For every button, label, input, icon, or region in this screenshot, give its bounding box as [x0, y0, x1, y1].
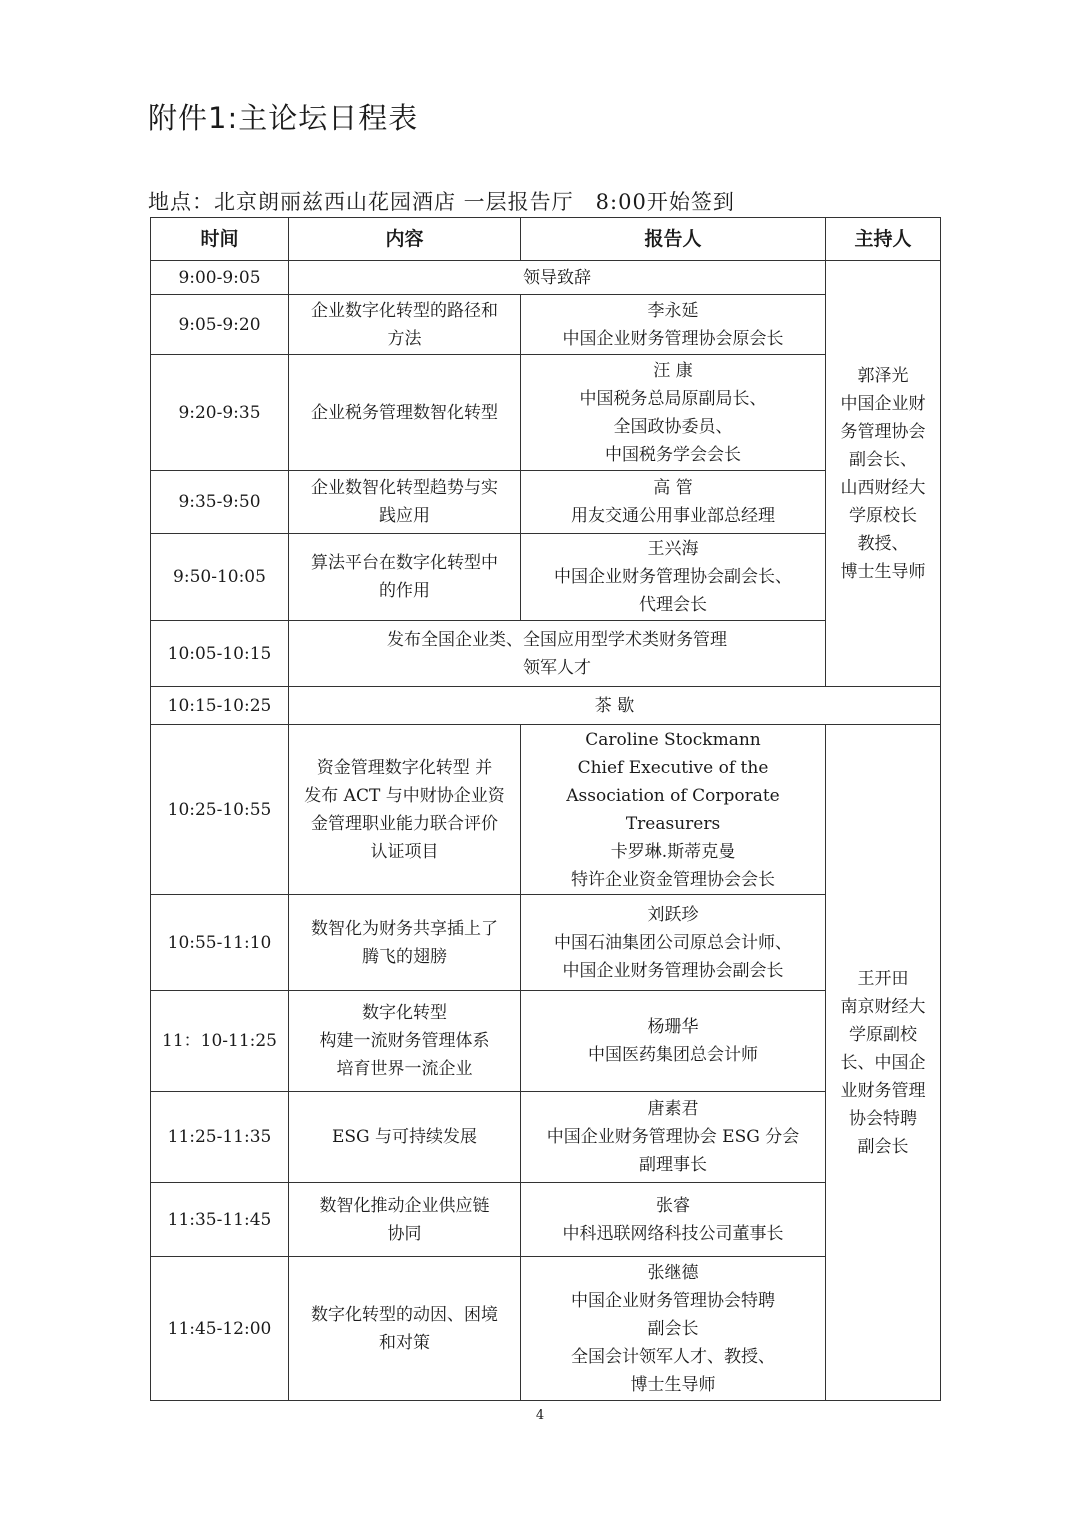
- speaker-line: 唐素君: [647, 1099, 699, 1119]
- header-row: [151, 218, 941, 261]
- table-row: [151, 534, 941, 621]
- content-cell: 茶 歇: [289, 687, 941, 725]
- speaker-cell: [521, 895, 826, 991]
- content-cell: [289, 991, 521, 1092]
- speaker-cell: [521, 725, 826, 895]
- time-cell: 9:05-9:20: [151, 295, 289, 355]
- host-line: 郭泽光: [857, 365, 909, 386]
- table-row: [151, 991, 941, 1092]
- content-line: 腾飞的翅膀: [362, 946, 447, 967]
- speaker-cell: [521, 1257, 826, 1401]
- time-cell: 10:25-10:55: [151, 725, 289, 895]
- table-row: [151, 295, 941, 355]
- content-line: 算法平台在数字化转型中: [311, 553, 498, 573]
- content-line: 方法: [387, 328, 422, 349]
- host-line: 学原副校: [849, 1024, 917, 1045]
- time-cell: 10:15-10:25: [151, 687, 289, 725]
- content-line: ESG 与可持续发展: [331, 1127, 478, 1147]
- speaker-line: 中国石油集团公司原总会计师、: [554, 932, 792, 953]
- speaker-line: 副会长: [647, 1318, 699, 1339]
- host-line: 副会长、: [849, 449, 917, 470]
- speaker-line: 中国税务总局原副局长、: [579, 388, 767, 409]
- content-line: 的作用: [379, 581, 430, 601]
- table-row: [151, 471, 941, 534]
- host-line: 学原校长: [849, 505, 917, 526]
- table-row: [151, 355, 941, 471]
- speaker-line: 卡罗琳.斯蒂克曼: [610, 841, 736, 862]
- content-line: 数智化推动企业供应链: [319, 1195, 490, 1216]
- speaker-line: 博士生导师: [630, 1374, 716, 1395]
- speaker-line: Association of Corporate: [566, 785, 780, 806]
- speaker-line: 张继德: [647, 1262, 699, 1283]
- time-cell: 10:55-11:10: [151, 895, 289, 991]
- header-host: 主持人: [826, 218, 941, 261]
- speaker-line: 高 管: [653, 478, 693, 498]
- speaker-line: 张睿: [656, 1195, 690, 1216]
- header-time: 时间: [151, 218, 289, 261]
- speaker-line: 特许企业资金管理协会会长: [571, 869, 775, 890]
- content-line: 和对策: [379, 1332, 430, 1353]
- time-cell: 11:45-12:00: [151, 1257, 289, 1401]
- speaker-line: 汪 康: [653, 360, 693, 381]
- content-line: 资金管理数字化转型 并: [316, 757, 493, 778]
- speaker-line: Caroline Stockmann: [585, 729, 761, 750]
- speaker-line: Chief Executive of the: [577, 757, 769, 778]
- table-row: [151, 261, 941, 295]
- speaker-line: 全国政协委员、: [613, 416, 733, 437]
- host-line: 协会特聘: [849, 1108, 917, 1129]
- time-cell: 9:35-9:50: [151, 471, 289, 534]
- speaker-line: 中国企业财务管理协会特聘: [571, 1290, 775, 1311]
- speaker-cell: [521, 1092, 826, 1183]
- table-row: [151, 1183, 941, 1257]
- time-cell: 9:20-9:35: [151, 355, 289, 471]
- content-line: 数字化转型的动因、困境: [311, 1304, 498, 1325]
- content-line: 认证项目: [370, 841, 439, 862]
- speaker-line: 中国企业财务管理协会副会长: [562, 960, 784, 981]
- speaker-line: 副理事长: [639, 1155, 707, 1175]
- speaker-line: 中国企业财务管理协会 ESG 分会: [546, 1127, 800, 1147]
- page-title: 附件1:主论坛日程表: [148, 101, 419, 135]
- speaker-line: 中科迅联网络科技公司董事长: [562, 1223, 784, 1244]
- schedule-table: [150, 217, 941, 1401]
- host-line: 业财务管理: [840, 1080, 926, 1101]
- speaker-line: 中国税务学会会长: [605, 444, 741, 465]
- content-cell: [289, 1092, 521, 1183]
- host-line: 博士生导师: [840, 561, 926, 582]
- content-cell: [289, 1257, 521, 1401]
- content-cell: [289, 295, 521, 355]
- content-cell: [289, 725, 521, 895]
- content-cell: [289, 471, 521, 534]
- speaker-line: 中国医药集团总会计师: [588, 1045, 758, 1065]
- time-cell: 11:25-11:35: [151, 1092, 289, 1183]
- content-line: 数智化为财务共享插上了: [311, 918, 498, 939]
- content-line: 企业数字化转型的路径和: [311, 300, 498, 321]
- time-cell: 11：10-11:25: [151, 991, 289, 1092]
- content-line: 数字化转型: [362, 1003, 447, 1023]
- speaker-cell: [521, 991, 826, 1092]
- time-cell: 10:05-10:15: [151, 621, 289, 687]
- host-cell-first: [826, 261, 941, 687]
- header-content: 内容: [289, 218, 521, 261]
- host-line: 山西财经大: [840, 477, 926, 498]
- header-speaker: 报告人: [521, 218, 826, 261]
- speaker-line: 用友交通公用事业部总经理: [571, 506, 775, 526]
- content-line: 金管理职业能力联合评价: [311, 813, 498, 834]
- table-row: [151, 1257, 941, 1401]
- speaker-line: 代理会长: [639, 595, 707, 615]
- content-cell: [289, 1183, 521, 1257]
- table-row: [151, 1092, 941, 1183]
- host-line: 副会长: [857, 1136, 909, 1157]
- content-cell: [289, 534, 521, 621]
- time-cell: 9:50-10:05: [151, 534, 289, 621]
- time-cell: 11:35-11:45: [151, 1183, 289, 1257]
- content-line: 发布 ACT 与中财协企业资: [304, 785, 505, 806]
- table-row: [151, 725, 941, 895]
- speaker-line: 全国会计领军人才、教授、: [571, 1346, 775, 1367]
- speaker-cell: [521, 1183, 826, 1257]
- content-cell: [289, 355, 521, 471]
- speaker-line: 刘跃珍: [647, 904, 699, 925]
- speaker-line: Treasurers: [625, 813, 721, 834]
- table-row: [151, 895, 941, 991]
- speaker-line: 王兴海: [647, 539, 699, 559]
- location-line: 地点：北京朗丽兹西山花园酒店 一层报告厅 8:00开始签到: [148, 190, 735, 214]
- table-row: [151, 621, 941, 687]
- host-line: 务管理协会: [840, 421, 926, 442]
- table-row: [151, 687, 941, 725]
- speaker-line: 杨珊华: [647, 1017, 699, 1037]
- host-line: 王开田: [857, 968, 909, 989]
- speaker-line: 中国企业财务管理协会原会长: [562, 328, 784, 349]
- host-cell-second: [826, 725, 941, 1401]
- host-line: 南京财经大: [840, 996, 926, 1017]
- content-line: 构建一流财务管理体系: [319, 1031, 490, 1051]
- host-line: 教授、: [857, 533, 909, 554]
- host-line: 长、中国企: [840, 1052, 926, 1073]
- content-line: 企业税务管理数智化转型: [311, 402, 498, 423]
- content-line: 企业数智化转型趋势与实: [311, 478, 498, 498]
- content-line: 践应用: [379, 506, 430, 526]
- content-cell: 领导致辞: [289, 261, 826, 295]
- speaker-cell: [521, 355, 826, 471]
- content-line: 领军人才: [523, 657, 591, 678]
- content-cell: [289, 895, 521, 991]
- speaker-cell: [521, 534, 826, 621]
- speaker-cell: [521, 295, 826, 355]
- content-line: 协同: [387, 1223, 422, 1244]
- page-number: 4: [535, 1408, 545, 1423]
- speaker-line: 中国企业财务管理协会副会长、: [554, 567, 792, 587]
- speaker-line: 李永延: [647, 300, 699, 321]
- content-line: 培育世界一流企业: [336, 1059, 473, 1079]
- host-line: 中国企业财: [840, 393, 926, 414]
- time-cell: 9:00-9:05: [151, 261, 289, 295]
- content-cell: [289, 621, 826, 687]
- content-line: 发布全国企业类、全国应用型学术类财务管理: [387, 629, 727, 650]
- speaker-cell: [521, 471, 826, 534]
